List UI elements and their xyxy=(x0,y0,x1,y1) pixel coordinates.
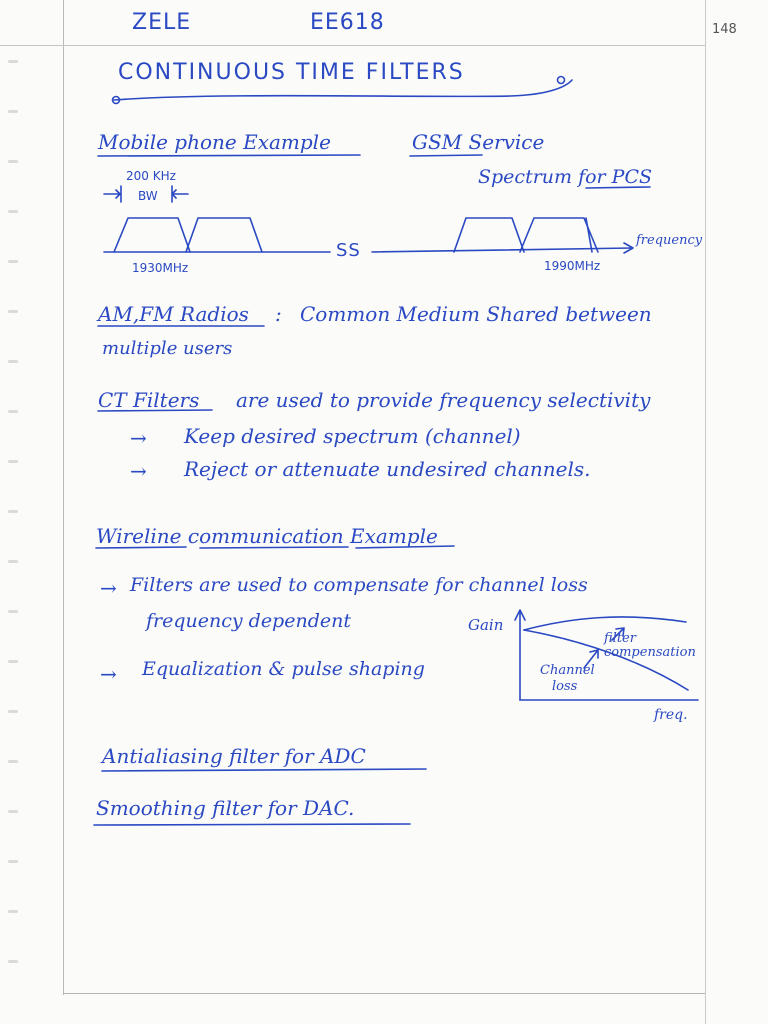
am-fm-separator: : xyxy=(275,302,282,326)
wireline-bullet2-arrow: → xyxy=(100,662,117,686)
ct-bullet2-arrow: → xyxy=(130,459,147,483)
bw-arrow-left xyxy=(104,186,121,202)
filter-compensation-curve xyxy=(524,617,686,630)
ct-filters-line1: are used to provide frequency selectivity xyxy=(236,388,651,412)
channel-1 xyxy=(114,218,190,252)
filter-compensation-pointer xyxy=(612,628,624,640)
channel-3 xyxy=(454,218,524,252)
am-fm-line2: multiple users xyxy=(102,338,233,359)
ct-bullet2: Reject or attenuate undesired channels. xyxy=(184,457,591,481)
freq-axis-label: frequency xyxy=(636,233,703,248)
pcs-underline xyxy=(586,187,650,188)
filter-compensation-label: filter compensation xyxy=(604,631,696,660)
wireline-bullet1-line1: Filters are used to compensate for channel loss xyxy=(130,574,588,596)
wireline-bullet1-line2: frequency dependent xyxy=(146,610,351,632)
wireline-underline-1 xyxy=(96,547,186,548)
axis-break-mark: SS xyxy=(336,240,361,261)
freq-start-label: 1930MHz xyxy=(132,261,189,275)
spectrum-axis-right xyxy=(372,248,632,252)
gsm-heading: GSM Service xyxy=(412,130,545,154)
mobile-heading-underline xyxy=(98,155,360,156)
antialiasing-underline xyxy=(102,769,426,771)
wireline-bullet1-arrow: → xyxy=(100,576,117,600)
antialiasing-line: Antialiasing filter for ADC xyxy=(102,744,366,768)
channel-2 xyxy=(186,218,262,252)
smoothing-underline xyxy=(94,824,410,825)
ct-filters-underline xyxy=(98,410,212,411)
gsm-heading-underline xyxy=(410,155,482,156)
am-fm-heading: AM,FM Radios xyxy=(98,302,249,326)
wireline-underline-3 xyxy=(356,546,454,548)
ct-bullet1-arrow: → xyxy=(130,426,147,450)
gain-axis-label: Gain xyxy=(468,616,504,634)
ct-bullet1: Keep desired spectrum (channel) xyxy=(184,424,521,448)
title-end-dot xyxy=(558,77,565,84)
wireline-bullet2: Equalization & pulse shaping xyxy=(142,658,425,680)
freq-plot-axis-label: freq. xyxy=(654,707,688,723)
channel-loss-label-line1: Channel xyxy=(540,663,595,678)
am-fm-line1: Common Medium Shared between xyxy=(300,302,652,326)
title-underline-swoosh xyxy=(114,80,572,100)
wireline-underline-2 xyxy=(200,547,348,548)
channel-loss-curve xyxy=(524,630,688,690)
bandwidth-label: BW xyxy=(138,189,158,203)
ct-filters-heading: CT Filters xyxy=(98,388,200,412)
course-number: EE618 xyxy=(310,10,385,35)
page-number: 148 xyxy=(712,22,737,37)
page-title: CONTINUOUS TIME FILTERS xyxy=(118,60,465,85)
spectrum-label: Spectrum for PCS xyxy=(478,166,653,188)
channel-loss-pointer xyxy=(584,650,598,668)
mobile-heading: Mobile phone Example xyxy=(98,130,331,154)
smoothing-line: Smoothing filter for DAC. xyxy=(96,796,355,820)
freq-end-label: 1990MHz xyxy=(544,259,601,273)
bw-arrow-right xyxy=(172,186,188,202)
wireline-heading: Wireline communication Example xyxy=(96,524,438,548)
bandwidth-value: 200 KHz xyxy=(126,169,176,183)
channel-loss-label-line2: loss xyxy=(552,679,578,694)
course-code: ZELE xyxy=(132,10,192,35)
